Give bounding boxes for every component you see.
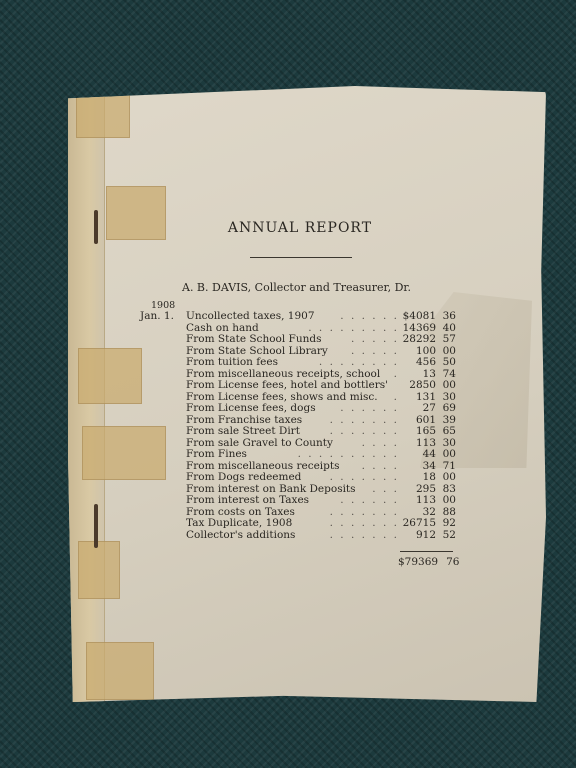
title-rule xyxy=(250,257,352,258)
receipts-list xyxy=(134,311,464,541)
leader-dots: . xyxy=(393,390,399,403)
entry-label: Collector's additions xyxy=(186,528,296,541)
entry-cents: 00 xyxy=(442,494,456,506)
entry-label: From Fines xyxy=(186,448,247,460)
entry-cents: 52 xyxy=(442,528,456,541)
entry-amount: 32 xyxy=(422,505,436,518)
entry-cents: 74 xyxy=(442,367,456,380)
leader-dots: . . . . xyxy=(361,459,399,472)
leader-dots: . . . . . xyxy=(350,344,399,357)
entry-row xyxy=(134,472,464,484)
entry-label: From Franchise taxes xyxy=(186,413,303,426)
entry-label: From interest on Taxes xyxy=(186,494,310,506)
total-amount: $79369 xyxy=(398,556,439,568)
entry-amount: 912 xyxy=(415,528,436,541)
entry-row xyxy=(134,346,464,358)
entry-amount: 27 xyxy=(422,402,436,414)
tape-strip xyxy=(86,642,154,700)
leader-dots: . . . . . . . xyxy=(329,471,399,483)
entry-amount: $4081 xyxy=(402,310,436,322)
entry-row xyxy=(134,495,464,507)
entry-cents: 00 xyxy=(442,344,456,357)
total-cents: 76 xyxy=(446,556,460,568)
leader-dots: . . . . . xyxy=(350,333,399,345)
entry-cents: 83 xyxy=(442,482,456,495)
entry-label: From License fees, hotel and bottlers' xyxy=(186,379,389,391)
leader-dots: . . . . xyxy=(361,436,399,449)
entry-row xyxy=(134,530,464,542)
entry-label: From License fees, shows and misc. xyxy=(186,390,378,403)
entry-amount: 601 xyxy=(415,413,436,426)
entry-cents: 36 xyxy=(442,310,456,322)
entry-row xyxy=(134,518,464,530)
leader-dots: . . . . . . . xyxy=(329,413,399,426)
entry-amount: 18 xyxy=(422,471,436,483)
entry-cents: 69 xyxy=(442,402,456,414)
entry-amount: 165 xyxy=(415,425,436,437)
leader-dots: . . . . . . . . . . xyxy=(297,448,399,460)
entry-label: Cash on hand xyxy=(186,321,259,334)
leader-dots: . . . . . . . xyxy=(329,517,399,529)
staple xyxy=(94,504,98,548)
entry-amount: 34 xyxy=(422,459,436,472)
grand-total xyxy=(398,556,459,568)
tape-strip xyxy=(76,88,130,138)
entry-row xyxy=(134,334,464,346)
entry-label: From costs on Taxes xyxy=(186,505,295,518)
entry-amount: 26715 xyxy=(402,517,436,529)
entry-label: Uncollected taxes, 1907 xyxy=(186,310,315,322)
leader-dots: . . . . . . . xyxy=(329,505,399,518)
entry-cents: 39 xyxy=(442,413,456,426)
entry-cents: 30 xyxy=(442,436,456,449)
entry-year: 1908 xyxy=(151,300,176,311)
account-heading: A. B. DAVIS, Collector and Treasurer, Dr. xyxy=(182,281,411,294)
entry-label: From State School Library xyxy=(186,344,328,357)
entry-label: Tax Duplicate, 1908 xyxy=(186,517,293,529)
tape-strip xyxy=(78,541,120,599)
entry-cents: 65 xyxy=(442,425,456,437)
report-title: ANNUAL REPORT xyxy=(227,220,373,236)
entry-cents: 71 xyxy=(442,459,456,472)
entry-amount: 456 xyxy=(415,356,436,368)
leader-dots: . . . . . . xyxy=(340,402,399,414)
entry-label: From miscellaneous receipts, school xyxy=(186,367,381,380)
leader-dots: . . . . . . xyxy=(340,494,399,506)
entry-cents: 30 xyxy=(442,390,456,403)
entry-cents: 57 xyxy=(442,333,456,345)
entry-label: From sale Street Dirt xyxy=(186,425,300,437)
entry-amount: 295 xyxy=(415,482,436,495)
entry-row xyxy=(134,357,464,369)
staple xyxy=(94,210,98,244)
leader-dots: . . . . . . . . . xyxy=(308,321,399,334)
tape-strip xyxy=(78,348,142,404)
leader-dots: . . . . . . xyxy=(340,310,399,322)
entry-label: From Dogs redeemed xyxy=(186,471,302,483)
entry-label: From tuition fees xyxy=(186,356,278,368)
entry-label: From miscellaneous receipts xyxy=(186,459,340,472)
entry-date: Jan. 1. xyxy=(140,310,174,322)
entry-amount: 113 xyxy=(415,494,436,506)
entry-amount: 14369 xyxy=(402,321,436,334)
entry-row xyxy=(134,449,464,461)
entry-cents: 00 xyxy=(442,379,456,391)
leader-dots: . xyxy=(393,367,399,380)
entry-cents: 00 xyxy=(442,471,456,483)
entry-amount: 131 xyxy=(415,390,436,403)
entry-amount: 13 xyxy=(422,367,436,380)
entry-label: From sale Gravel to County xyxy=(186,436,333,449)
entry-amount: 2850 xyxy=(409,379,436,391)
leader-dots: . . . . . . . . xyxy=(318,356,399,368)
entry-row xyxy=(134,426,464,438)
entry-cents: 40 xyxy=(442,321,456,334)
entry-amount: 100 xyxy=(415,344,436,357)
entry-cents: 88 xyxy=(442,505,456,518)
entry-amount: 44 xyxy=(422,448,436,460)
entry-amount: 113 xyxy=(415,436,436,449)
leader-dots: . . . . . . . xyxy=(329,425,399,437)
entry-row xyxy=(134,403,464,415)
leader-dots: . . . . . . . xyxy=(329,528,399,541)
entry-amount: 28292 xyxy=(402,333,436,345)
entry-label: From License fees, dogs xyxy=(186,402,316,414)
entry-cents: 00 xyxy=(442,448,456,460)
entry-row xyxy=(134,380,464,392)
entry-cents: 92 xyxy=(442,517,456,529)
entry-row xyxy=(134,311,464,323)
total-rule xyxy=(400,551,453,552)
leader-dots: . . . xyxy=(372,482,399,495)
entry-cents: 50 xyxy=(442,356,456,368)
entry-label: From State School Funds xyxy=(186,333,322,345)
entry-label: From interest on Bank Deposits xyxy=(186,482,356,495)
